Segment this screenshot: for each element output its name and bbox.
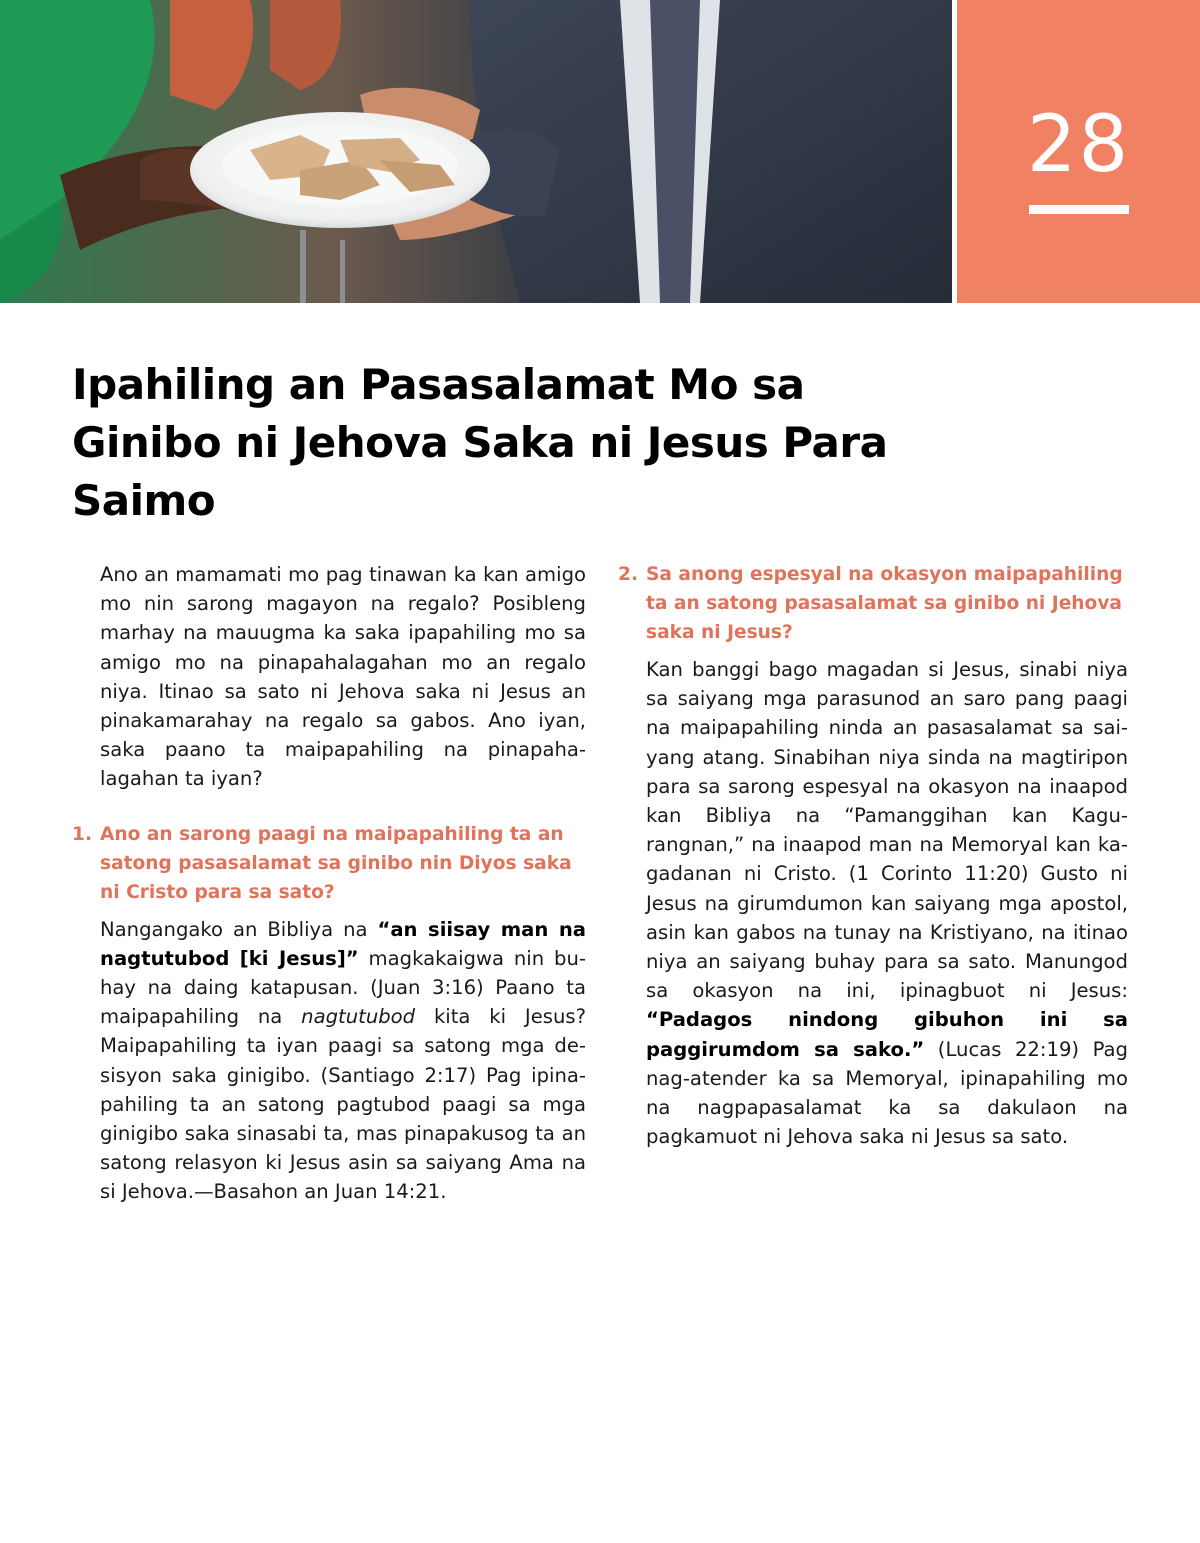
question-number: 2. — [618, 564, 639, 585]
question-text: Sa anong espesyal na okasyon maipapahiling ta an satong pasasalamat sa ginibo ni Jehova saka ni Jesus? — [646, 564, 1123, 643]
header-photo — [0, 0, 952, 303]
lesson-underline — [1029, 205, 1129, 214]
quoted-scripture: “Padagos nindong gibuhon ini sa paggirumdom sa sako.” — [646, 1008, 1128, 1061]
question-2 — [618, 560, 1128, 647]
answer-2 — [618, 655, 1128, 1151]
lesson-number: 28 — [1026, 100, 1131, 190]
question-text: Ano an sarong paagi na maipapahiling ta an satong pasasalamat sa ginibo nin Diyos saka ni Cristo para sa sato? — [100, 823, 572, 903]
lesson-number-box — [957, 0, 1200, 303]
lesson-title: Ipahiling an Pasasalamat Mo sa Ginibo ni Jehova Saka ni Jesus Para Saimo — [72, 360, 888, 525]
answer-text: Kan banggi bago magadan si Jesus, sinabi niya sa saiyang mga parasunod an saro pang paagi na maipapahiling ninda an pasasalamat sa saiyang atang. Sinabihan niya sinda na magtiripon para sa sarong espesyal na okasyon na inaapod kan Bibliya na “Pamanggihan kan Kagurangnan,” na inaapod man na Memoryal kan kagadanan ni Cristo. (1 Corinto 11:20) Gusto ni Jesus na girumdumon kan saiyang mga apostol, asin kan gabos na tunay na Kristiyano, na itinao niya an saiyang buhay para sa sato. Manungod sa okasyon na ini, ipinagbuot ni Jesus: — [646, 658, 1128, 1003]
answer-text: Nangangako an Bibliya na — [100, 917, 378, 941]
answer-text: kita ki Jesus? Maipapahiling ta iyan paagi sa satong mga desisyon saka ginigibo. (Santiago 2:17) Pag ipinapahiling ta an satong pagtubod paagi sa mga ginigibo saka sinasabi ta, mas pinapakusog ta an satong relasyon ki Jesus asin sa saiyang Ama na si Jehova.—Basahon an Juan 14:21. — [100, 1005, 586, 1204]
emphasis-text: nagtutubod — [301, 1005, 416, 1029]
left-column — [72, 560, 586, 1207]
intro-paragraph: Ano an mamamati mo pag tinawan ka kan amigo mo nin sarong magayon na regalo? Posibleng marhay na mauugma ka saka ipapahiling mo sa amigo mo na pinapahalagahan mo an regalo niya. Itinao sa sato ni Jehova saka ni Jesus an pinakamarahay na regalo sa gabos. Ano iyan, saka paano ta maipapahiling na pinapahalagahan ta iyan? — [100, 563, 586, 791]
quoted-scripture: “an siisay man na nagtutubod [ki Jesus]” — [100, 917, 587, 970]
question-1 — [72, 820, 586, 907]
answer-text: magkakaigwa nin buhay na daing katapusan. (Juan 3:16) Paano ta maipapahiling na — [100, 946, 586, 1029]
right-column — [618, 560, 1128, 1151]
answer-text: (Lucas 22:19) Pag nag-atender ka sa Memoryal, ipinapahiling mo na nagpapasalamat ka sa dakulaon na pagkamuot ni Jehova saka ni Jesus sa sato. — [646, 1037, 1128, 1149]
question-number: 1. — [72, 823, 93, 845]
answer-1 — [72, 915, 586, 1207]
